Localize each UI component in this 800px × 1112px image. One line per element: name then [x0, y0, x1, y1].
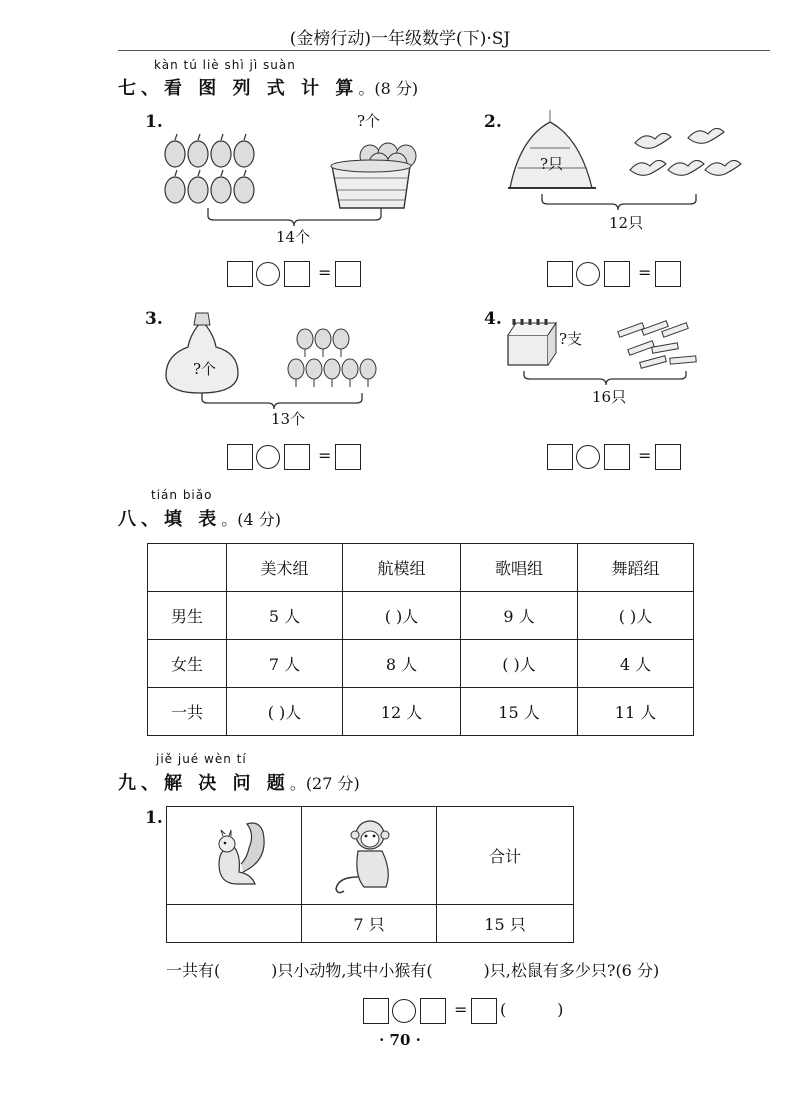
chalk-sticks	[618, 321, 696, 369]
table-cell-blank[interactable]: ( )人	[578, 592, 694, 640]
section8-score: 。(4 分)	[221, 510, 282, 529]
total-header-cell: 合计	[437, 807, 574, 905]
page-number: · 70 ·	[379, 1031, 421, 1049]
problem4-number: 4.	[484, 309, 502, 329]
animal-count-table	[166, 806, 574, 943]
problem4-top-label: ?支	[559, 330, 583, 348]
table-row	[148, 592, 694, 640]
section9-score: 。(27 分)	[289, 774, 360, 793]
section7-title: 七、看 图 列 式 计 算	[118, 78, 359, 99]
problem2-birds-figure	[500, 108, 750, 218]
section9-title: 九、解 决 问 题	[118, 773, 290, 794]
table-row-label: 女生	[148, 640, 227, 688]
table-row-label: 一共	[148, 688, 227, 736]
bird-icon	[630, 160, 666, 175]
problem2-top-label: ?只	[540, 155, 564, 173]
chalk-icon	[652, 343, 679, 353]
q1-question: 一共有( )只小动物,其中小猴有( )只,松鼠有多少只?(6 分)	[166, 961, 660, 980]
problem3-answer-box-3[interactable]	[335, 444, 361, 470]
section7-pinyin: kàn tú liè shì jì suàn	[154, 58, 296, 72]
section7-heading	[118, 74, 418, 100]
problem3-number: 3.	[145, 309, 163, 329]
table-cell: 9 人	[461, 592, 578, 640]
problem2-answer-box-2[interactable]	[604, 261, 630, 287]
problem1-bottom-label: 14个	[276, 228, 311, 246]
problem3-equals: =	[318, 446, 332, 465]
problem3-brace	[202, 393, 362, 409]
balloon-icon	[333, 329, 349, 357]
animal-header-row	[167, 807, 574, 905]
net-icon	[508, 110, 596, 188]
table-cell-blank[interactable]: ( )人	[227, 688, 343, 736]
pear-icon	[188, 170, 208, 203]
bird-icon	[688, 128, 724, 143]
basket-icon	[331, 143, 416, 208]
section9-heading	[118, 769, 360, 795]
problem1-brace	[208, 208, 381, 226]
problem3-operator-circle[interactable]	[256, 445, 280, 469]
table-cell: 12 人	[343, 688, 461, 736]
problem1-answer-box-1[interactable]	[227, 261, 253, 287]
chalk-icon	[618, 323, 644, 338]
q1-number: 1.	[145, 808, 163, 828]
total-count-cell: 15 只	[437, 905, 574, 943]
problem1-number: 1.	[145, 112, 163, 132]
section8-title: 八、填 表	[118, 509, 222, 530]
problem2-answer-box-1[interactable]	[547, 261, 573, 287]
table-cell: 15 人	[461, 688, 578, 736]
q1-answer-box-1[interactable]	[363, 998, 389, 1024]
problem1-equals: =	[318, 263, 332, 282]
section7-score: 。(8 分)	[358, 79, 419, 98]
page-header: (金榜行动)一年级数学(下)·SJ	[289, 29, 511, 49]
bird-icon	[635, 133, 671, 148]
balloon-icon	[324, 359, 340, 387]
table-cell-blank[interactable]: ( )人	[461, 640, 578, 688]
pear-icon	[165, 134, 185, 167]
bird-icon	[705, 160, 741, 175]
group-table	[147, 543, 694, 736]
problem3-top-label: ?个	[193, 360, 217, 378]
problem1-operator-circle[interactable]	[256, 262, 280, 286]
squirrel-count-cell[interactable]	[167, 905, 302, 943]
monkey-cell	[302, 807, 437, 905]
bag-icon	[166, 313, 238, 393]
pear-icon	[188, 134, 208, 167]
pear-icon	[211, 134, 231, 167]
table-row	[148, 688, 694, 736]
problem4-answer-box-3[interactable]	[655, 444, 681, 470]
table-row	[148, 640, 694, 688]
problem1-answer-box-3[interactable]	[335, 261, 361, 287]
problem4-equals: =	[638, 446, 652, 465]
balloon-icon	[306, 359, 322, 387]
table-row-label: 男生	[148, 592, 227, 640]
table-header-cell: 航模组	[343, 544, 461, 592]
problem4-operator-circle[interactable]	[576, 445, 600, 469]
animal-count-row	[167, 905, 574, 943]
chalk-icon	[640, 356, 667, 369]
squirrel-cell	[167, 807, 302, 905]
problem2-equals: =	[638, 263, 652, 282]
table-cell-blank[interactable]: ( )人	[343, 592, 461, 640]
balloon-icon	[297, 329, 313, 357]
problem2-number: 2.	[484, 112, 502, 132]
q1-operator-circle[interactable]	[392, 999, 416, 1023]
chalk-icon	[628, 341, 654, 356]
problem2-bottom-label: 12只	[609, 214, 644, 232]
chalk-icon	[670, 356, 696, 364]
squirrel-icon	[189, 814, 279, 894]
section8-pinyin: tián biǎo	[151, 488, 213, 502]
table-header-cell: 美术组	[227, 544, 343, 592]
table-cell: 5 人	[227, 592, 343, 640]
problem3-bottom-label: 13个	[271, 410, 306, 428]
problem4-answer-box-1[interactable]	[547, 444, 573, 470]
pear-icon	[211, 170, 231, 203]
table-cell: 7 人	[227, 640, 343, 688]
header-divider	[118, 50, 770, 51]
pear-icon	[234, 134, 254, 167]
problem3-answer-box-2[interactable]	[284, 444, 310, 470]
table-header-cell: 歌唱组	[461, 544, 578, 592]
problem2-operator-circle[interactable]	[576, 262, 600, 286]
table-cell: 4 人	[578, 640, 694, 688]
problem2-brace	[542, 194, 696, 210]
section9-pinyin: jiě jué wèn tí	[156, 752, 247, 766]
problem1-top-label: ?个	[357, 112, 381, 130]
section8-heading	[118, 505, 281, 531]
q1-answer-box-2[interactable]	[420, 998, 446, 1024]
chalk-box-icon	[508, 319, 556, 365]
problem4-bottom-label: 16只	[592, 388, 627, 406]
monkey-icon	[324, 811, 414, 897]
balloon-icon	[360, 359, 376, 387]
pear-icon	[165, 170, 185, 203]
table-cell: 8 人	[343, 640, 461, 688]
problem4-brace	[524, 371, 686, 385]
problem1-answer-box-2[interactable]	[284, 261, 310, 287]
balloon-icon	[288, 359, 304, 387]
bird-icon	[668, 160, 704, 175]
problem2-answer-box-3[interactable]	[655, 261, 681, 287]
table-header-row	[148, 544, 694, 592]
table-cell: 11 人	[578, 688, 694, 736]
table-header-cell: 舞蹈组	[578, 544, 694, 592]
q1-answer-box-3[interactable]	[471, 998, 497, 1024]
monkey-count-cell: 7 只	[302, 905, 437, 943]
problem3-answer-box-1[interactable]	[227, 444, 253, 470]
problem4-answer-box-2[interactable]	[604, 444, 630, 470]
balloon-icon	[342, 359, 358, 387]
q1-unit-blank[interactable]: ( )	[500, 1000, 564, 1019]
q1-equals: =	[454, 1000, 468, 1019]
balloon-icon	[315, 329, 331, 357]
pear-icon	[234, 170, 254, 203]
table-header-cell	[148, 544, 227, 592]
